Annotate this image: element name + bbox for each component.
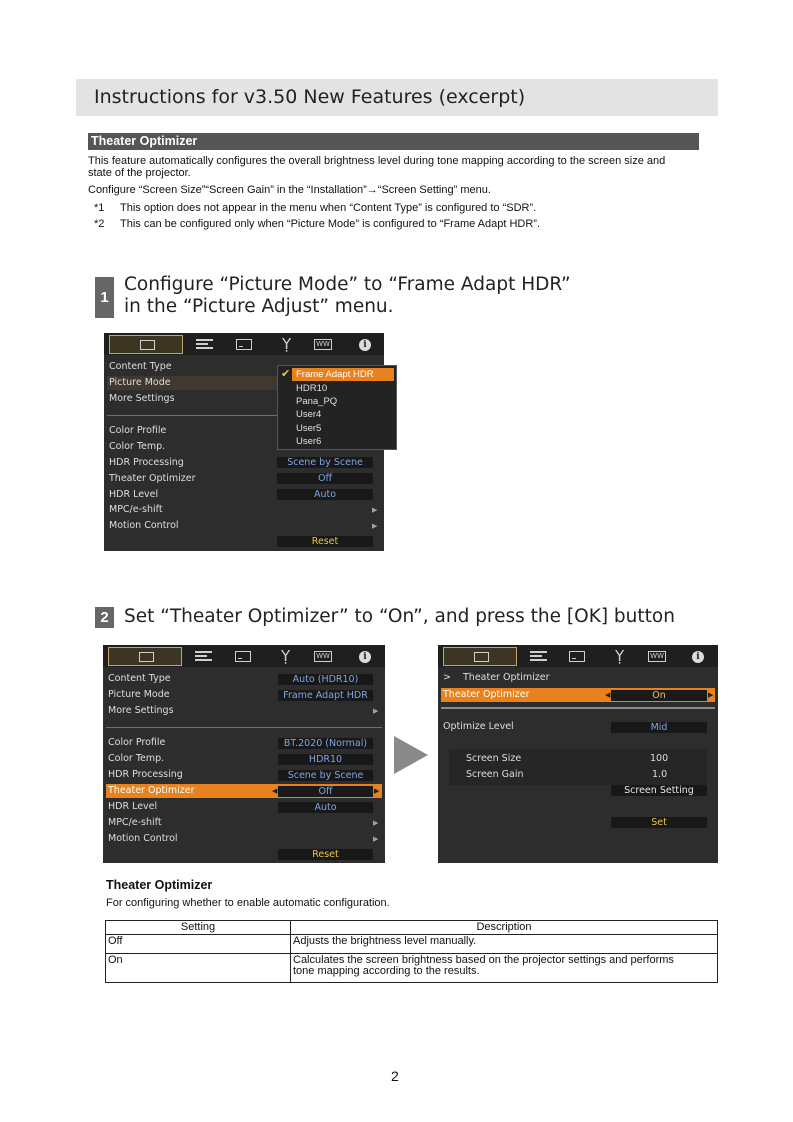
picture-adjust-tab[interactable] (443, 647, 517, 666)
optimize-level-label[interactable]: Optimize Level (443, 721, 514, 732)
page-number: 2 (391, 1068, 399, 1084)
picture-adjust-tab[interactable] (108, 647, 182, 666)
page-title (76, 79, 718, 116)
config-paragraph: Configure “Screen Size”“Screen Gain” in the “Installation”→“Screen Setting” menu. (88, 184, 491, 196)
table-header: Description (291, 921, 718, 935)
dropdown-option-user4[interactable]: User4 (296, 409, 322, 420)
table-cell-description (291, 954, 718, 983)
display-icon[interactable]: WW (314, 339, 332, 350)
menu-item-theater-optimizer[interactable]: Theater Optimizer (108, 785, 195, 796)
note-text: This can be configured only when “Picture Mode” is configured to “Frame Adapt HDR”. (120, 218, 541, 230)
menu-screen-theater-optimizer-submenu (438, 645, 718, 863)
description-title: Theater Optimizer (106, 878, 213, 892)
hdr-processing-value: Scene by Scene (278, 770, 373, 781)
hdr-processing-value: Scene by Scene (277, 457, 373, 468)
next-step-arrow-icon (392, 734, 430, 776)
theater-optimizer-value: Off (278, 786, 373, 797)
arrow-right-icon[interactable]: ▶ (708, 691, 714, 699)
note-mark: *1 (94, 202, 105, 214)
step-2-instruction: Set “Theater Optimizer” to “On”, and press the [OK] button (124, 606, 675, 627)
step-1-instruction (124, 274, 571, 318)
set-button[interactable]: Set (611, 817, 707, 828)
menu-item-color-profile[interactable]: Color Profile (108, 737, 166, 748)
menu-item-hdr-processing[interactable]: HDR Processing (109, 457, 184, 468)
description-line-1: Calculates the screen brightness based on the projector settings and performs (293, 954, 674, 966)
menu-tab-bar (438, 645, 718, 667)
menu-item-picture-mode[interactable]: Picture Mode (108, 689, 170, 700)
menu-item-content-type[interactable]: Content Type (109, 361, 172, 372)
settings-bars-icon[interactable] (530, 649, 547, 662)
menu-item-color-temp[interactable]: Color Temp. (109, 441, 166, 452)
theater-optimizer-value: Off (277, 473, 373, 484)
menu-item-theater-optimizer[interactable]: Theater Optimizer (109, 473, 196, 484)
info-icon[interactable]: i (359, 339, 371, 351)
table-cell-description: Adjusts the brightness level manually. (291, 935, 718, 954)
dropdown-option-frame-adapt-hdr[interactable]: Frame Adapt HDR (296, 369, 374, 380)
note-text: This option does not appear in the menu when “Content Type” is configured to “SDR”. (120, 202, 537, 214)
check-icon: ✔ (281, 368, 291, 380)
submenu-arrow-icon: ▶ (373, 835, 379, 843)
content-type-value: Auto (HDR10) (278, 674, 373, 685)
note-1 (94, 202, 537, 215)
menu-item-picture-mode[interactable]: Picture Mode (109, 377, 171, 388)
screen-icon[interactable] (236, 339, 252, 350)
submenu-arrow-icon: ▶ (373, 707, 379, 715)
wrench-icon[interactable]: Ỵ (281, 647, 291, 665)
screen-gain-value: 1.0 (652, 769, 668, 780)
menu-divider (441, 707, 715, 709)
picture-mode-value: Frame Adapt HDR (278, 690, 373, 701)
menu-tab-bar (103, 645, 385, 667)
description-line-2: tone mapping according to the results. (293, 965, 480, 977)
dropdown-option-user5[interactable]: User5 (296, 423, 322, 434)
wrench-icon[interactable]: Ỵ (615, 647, 625, 665)
menu-item-hdr-level[interactable]: HDR Level (109, 489, 159, 500)
submenu-arrow-icon: ▶ (373, 819, 379, 827)
submenu-arrow-icon: ▶ (372, 506, 378, 514)
menu-item-more-settings[interactable]: More Settings (109, 393, 175, 404)
step-number: 2 (95, 607, 114, 628)
reset-button[interactable]: Reset (278, 849, 373, 860)
settings-table (105, 920, 718, 983)
reset-button[interactable]: Reset (277, 536, 373, 547)
menu-item-color-temp[interactable]: Color Temp. (108, 753, 165, 764)
dropdown-option-user6[interactable]: User6 (296, 436, 322, 447)
note-2 (94, 218, 541, 231)
arrow-right-icon[interactable]: ▶ (374, 787, 380, 795)
menu-item-motion-control[interactable]: Motion Control (109, 520, 179, 531)
picture-icon (474, 652, 489, 662)
theater-optimizer-setting[interactable]: Theater Optimizer (443, 689, 530, 700)
menu-divider (106, 727, 382, 728)
theater-optimizer-on-value: On (611, 690, 707, 701)
dropdown-option-hdr10[interactable]: HDR10 (296, 383, 328, 394)
arrow-left-icon[interactable]: ◀ (272, 787, 278, 795)
picture-adjust-tab[interactable] (109, 335, 183, 354)
arrow-left-icon[interactable]: ◀ (605, 691, 611, 699)
step-number: 1 (95, 277, 114, 318)
display-icon[interactable]: WW (314, 651, 332, 662)
breadcrumb-marker: > (443, 672, 451, 683)
info-icon[interactable]: i (359, 651, 371, 663)
menu-item-hdr-processing[interactable]: HDR Processing (108, 769, 183, 780)
picture-icon (139, 652, 154, 662)
menu-item-mpc-eshift[interactable]: MPC/e-shift (108, 817, 162, 828)
table-row (106, 954, 718, 983)
table-cell-setting: On (106, 954, 291, 983)
menu-item-content-type[interactable]: Content Type (108, 673, 171, 684)
color-temp-value: HDR10 (278, 754, 373, 765)
note-mark: *2 (94, 218, 105, 230)
intro-line-2: state of the projector. (88, 167, 191, 179)
table-row (106, 935, 718, 954)
step-1-line-1: Configure “Picture Mode” to “Frame Adapt HDR” (124, 274, 571, 295)
screen-gain-label: Screen Gain (466, 769, 524, 780)
screen-setting-button[interactable]: Screen Setting (611, 785, 707, 796)
dropdown-option-pana-pq[interactable]: Pana_PQ (296, 396, 338, 407)
table-header-row (106, 921, 718, 935)
hdr-level-value: Auto (278, 802, 373, 813)
optimize-level-value: Mid (611, 722, 707, 733)
submenu-arrow-icon: ▶ (372, 522, 378, 530)
section-heading: Theater Optimizer (88, 133, 699, 150)
display-icon[interactable]: WW (648, 651, 666, 662)
description-subtitle: For configuring whether to enable automatic configuration. (106, 897, 390, 909)
settings-bars-icon[interactable] (196, 337, 213, 350)
menu-item-hdr-level[interactable]: HDR Level (108, 801, 158, 812)
page-title-text: Instructions for v3.50 New Features (excerpt) (94, 86, 526, 108)
step-1-line-2: in the “Picture Adjust” menu. (124, 296, 394, 317)
menu-item-color-profile[interactable]: Color Profile (109, 425, 167, 436)
menu-item-mpc-eshift[interactable]: MPC/e-shift (109, 504, 163, 515)
info-icon[interactable]: i (692, 651, 704, 663)
menu-item-motion-control[interactable]: Motion Control (108, 833, 178, 844)
screen-size-label: Screen Size (466, 753, 522, 764)
picture-mode-dropdown (277, 365, 397, 450)
menu-tab-bar (104, 333, 384, 355)
screen-icon[interactable] (235, 651, 251, 662)
picture-icon (140, 340, 155, 350)
settings-bars-icon[interactable] (195, 649, 212, 662)
screen-icon[interactable] (569, 651, 585, 662)
breadcrumb: Theater Optimizer (463, 672, 550, 683)
screen-size-value: 100 (650, 753, 669, 764)
table-cell-setting: Off (106, 935, 291, 954)
hdr-level-value: Auto (277, 489, 373, 500)
menu-item-more-settings[interactable]: More Settings (108, 705, 174, 716)
table-header: Setting (106, 921, 291, 935)
color-profile-value: BT.2020 (Normal) (278, 738, 373, 749)
intro-paragraph (88, 155, 708, 179)
wrench-icon[interactable]: Ỵ (282, 335, 292, 353)
intro-line-1: This feature automatically configures the overall brightness level during tone mapping according to the screen size and (88, 155, 666, 167)
menu-screen-theater-optimizer (103, 645, 385, 863)
